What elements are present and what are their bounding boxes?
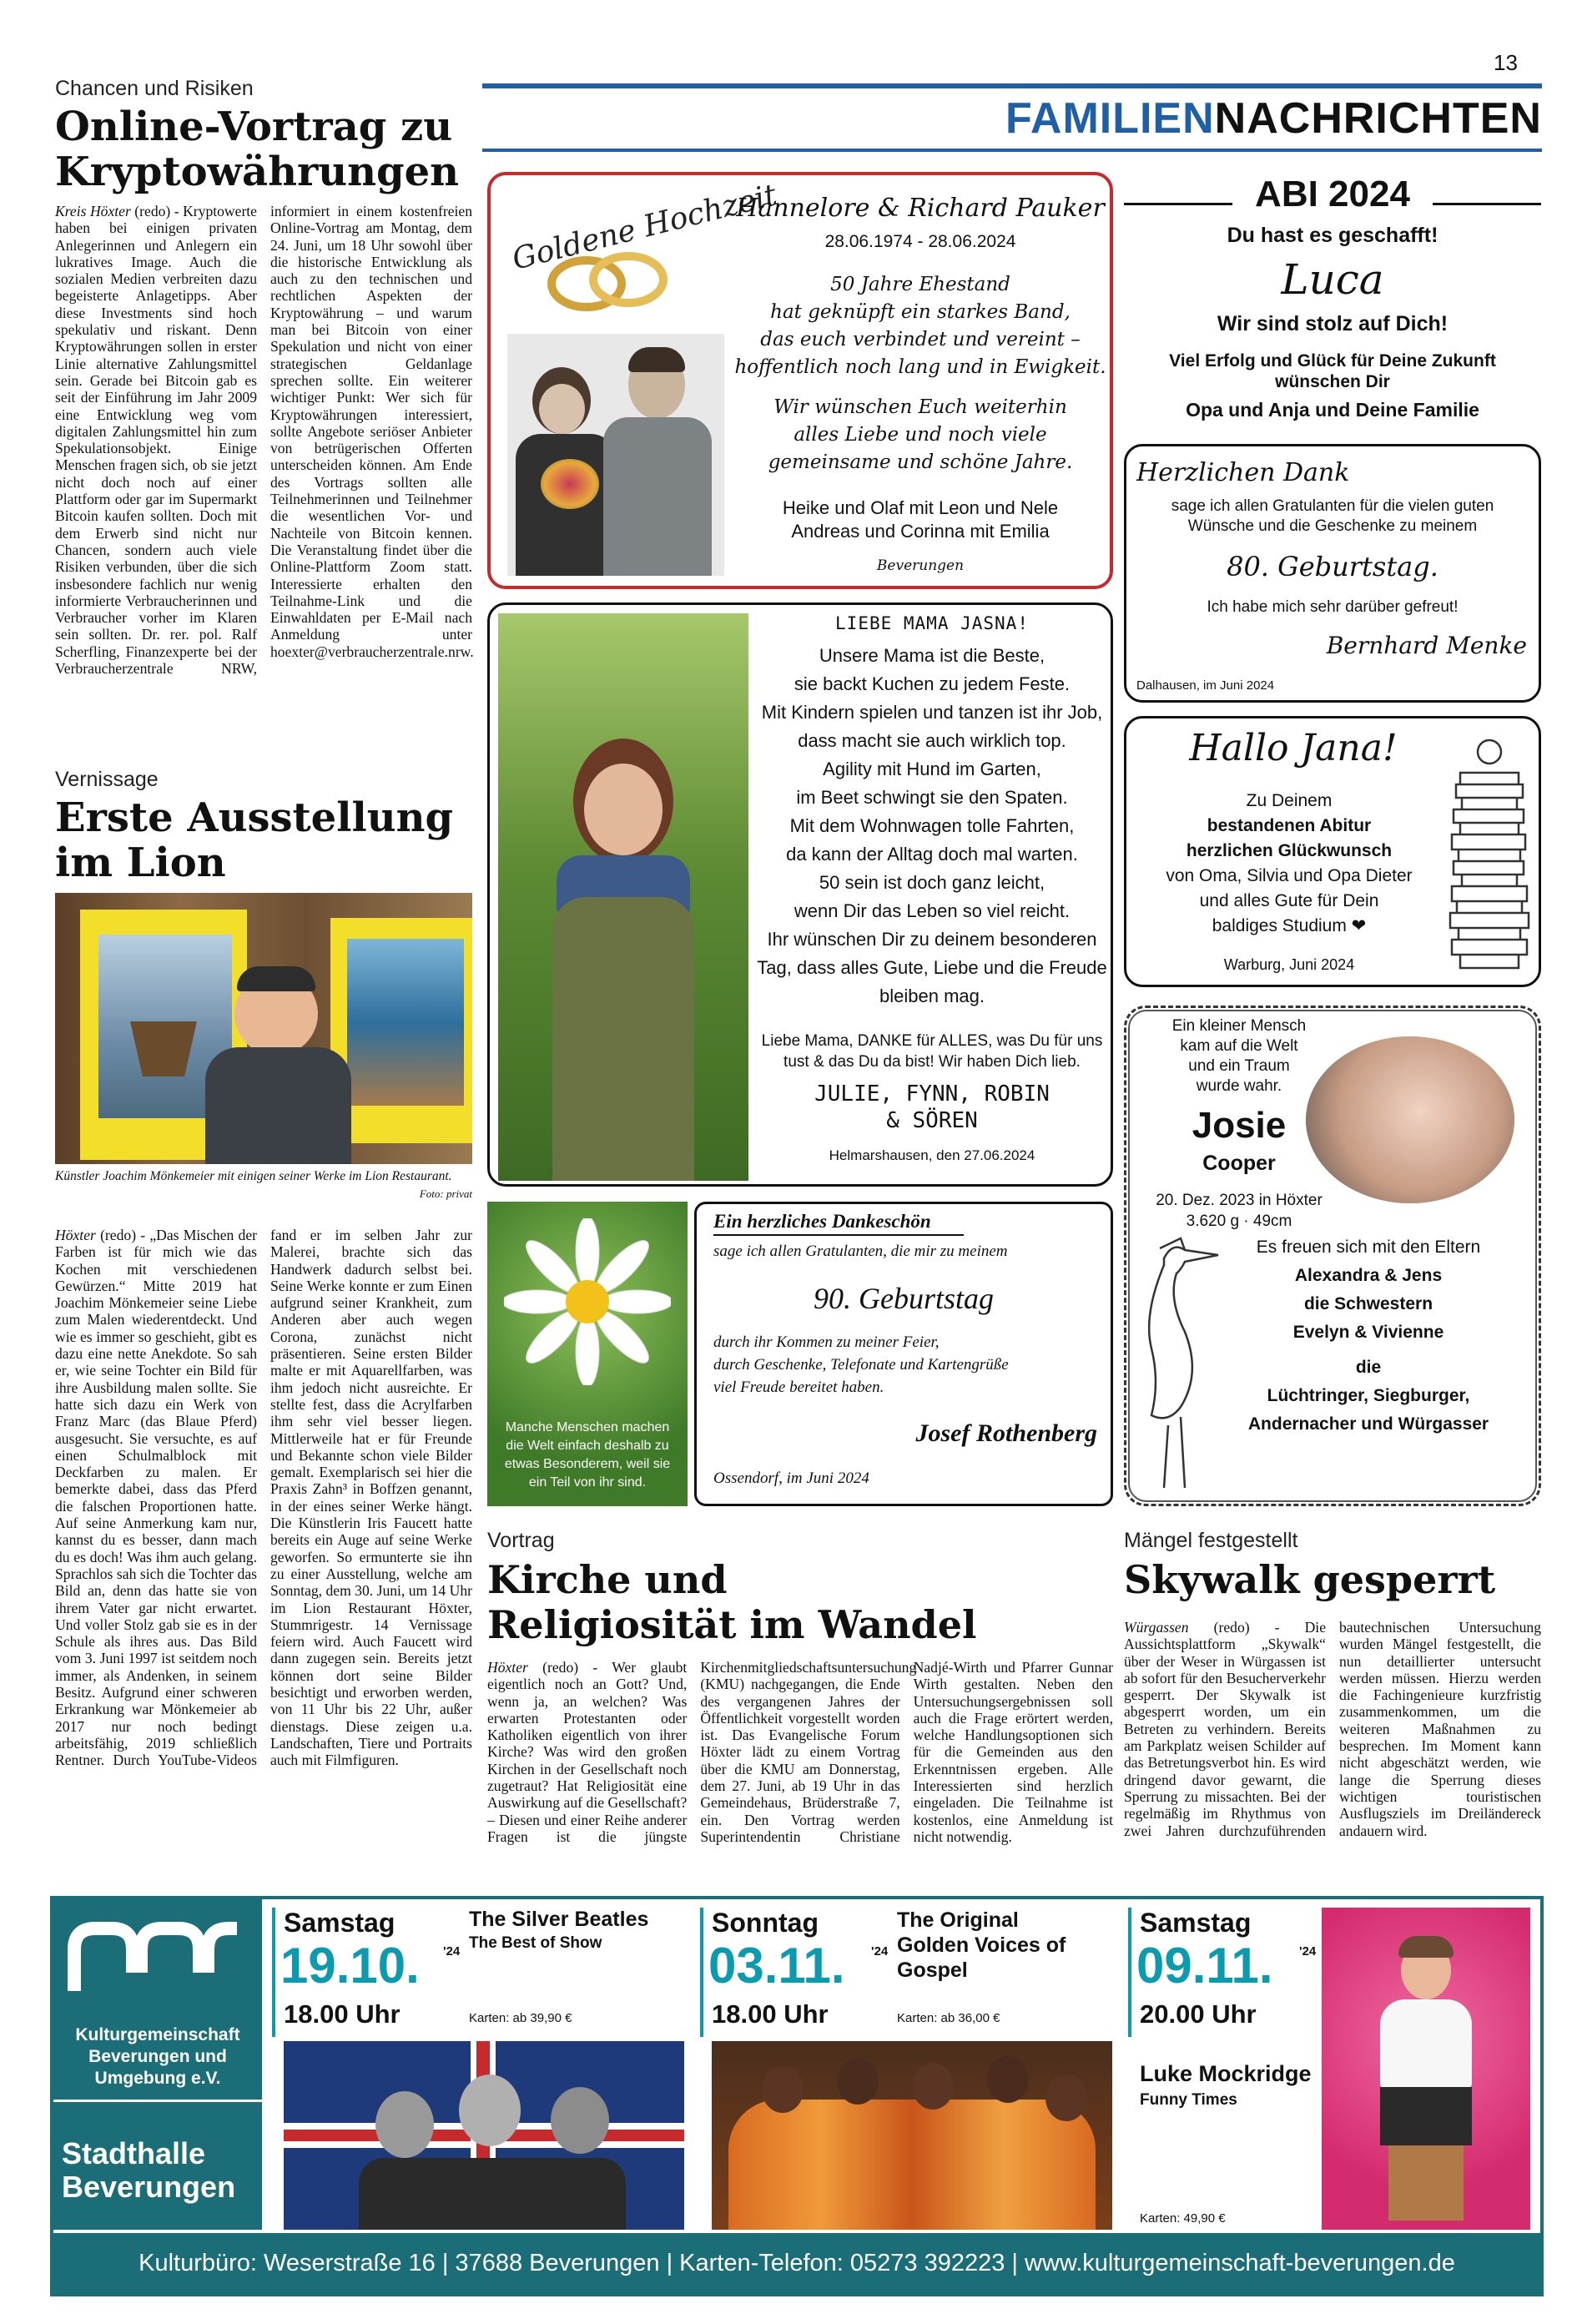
abi-name: Luca: [1281, 255, 1384, 304]
event1-day: Samstag: [284, 1908, 396, 1938]
section-header: [482, 92, 1542, 145]
lion-caption: Künstler Joachim Mönkemeier mit einigen seiner Werke im Lion Restaurant.: [55, 1169, 452, 1183]
thanks-90-occasion: 90. Geburtstag: [814, 1282, 994, 1315]
mama-title: LIEBE MAMA JASNA!: [835, 613, 1029, 633]
thanks-90-signature: Josef Rothenberg: [915, 1419, 1097, 1447]
wedding-from: Heike und Olaf mit Leon und Nele Andreas und Corinna mit Emilia: [782, 497, 1059, 542]
lion-credit: Foto: privat: [419, 1187, 472, 1200]
org-name: Kulturgemeinschaft Beverungen und Umgebung e.V.: [75, 2025, 240, 2088]
mama-photo: [498, 613, 748, 1181]
golden-wedding-badge: Goldene Hochzeit: [508, 178, 781, 277]
golden-wedding-ad: [487, 172, 1113, 589]
krypto-body: [55, 203, 472, 754]
culture-banner: [50, 1896, 1544, 2296]
krypto-title: Online-Vortrag zu Kryptowährungen: [55, 103, 460, 195]
thanks-80-text2: Ich habe mich sehr darüber gefreut!: [1207, 598, 1459, 616]
mama-jasna-ad: [487, 602, 1113, 1187]
book-stack-icon: [1443, 735, 1535, 977]
section-rule-top: [482, 83, 1542, 88]
section-part1: FAMILIEN: [1005, 94, 1215, 143]
birth-intro: Ein kleiner Mensch kam auf die Welt und ein Traum wurde wahr.: [1171, 1017, 1307, 1095]
wedding-place: Beverungen: [876, 557, 965, 574]
thanks-90-lines: durch ihr Kommen zu meiner Feier, durch Geschenke, Telefonate und Kartengrüße viel Freude bereitet haben.: [713, 1333, 1009, 1396]
thanks-80-ad: [1124, 444, 1541, 703]
kirche-lead: Höxter: [487, 1659, 528, 1676]
event2-price: Karten: ab 36,00 €: [897, 2011, 1000, 2025]
thanks-80-text: sage ich allen Gratulanten für die vielen guten Wünsche und die Geschenke zu meinem: [1171, 497, 1494, 535]
banner-footer: Kulturbüro: Weserstraße 16 | 37688 Beverungen | Karten-Telefon: 05273 392223 | www.kulturgemeinschaft-beverungen.de: [53, 2233, 1540, 2293]
skywalk-body: [1124, 1619, 1541, 1884]
wedding-dates: 28.06.1974 - 28.06.2024: [824, 232, 1016, 251]
baby-photo: [1306, 1036, 1514, 1203]
skywalk-title: Skywalk gesperrt: [1124, 1557, 1496, 1602]
event2-time: 18.00 Uhr: [712, 1999, 829, 2029]
org-block: [53, 1899, 262, 2230]
abi-line3: Viel Erfolg und Glück für Deine Zukunft wünschen Dir: [1169, 351, 1496, 391]
event2-day: Sonntag: [712, 1908, 819, 1938]
abi-from: Opa und Anja und Deine Familie: [1186, 399, 1479, 421]
event3-price: Karten: 49,90 €: [1140, 2211, 1226, 2226]
page-number: 13: [1494, 50, 1518, 75]
thanks-80-signature: Bernhard Menke: [1326, 632, 1527, 659]
org-divider: [53, 2100, 262, 2102]
jana-text: Zu Deinem bestandenen Abitur herzlichen Glückwunsch von Oma, Silvia und Opa Dieter und alles Gute für Dein baldiges Studium ❤: [1166, 791, 1413, 935]
event2-year: '24: [871, 1944, 889, 1959]
thanks-90-place: Ossendorf, im Juni 2024: [713, 1470, 869, 1487]
event2-date: 03.11.: [708, 1938, 845, 1994]
event3-year: '24: [1299, 1944, 1317, 1959]
venue-name: Stadthalle Beverungen: [62, 2136, 236, 2204]
silver-beatles-photo: [284, 2041, 684, 2230]
lion-text: (redo) - „Das Mischen der Farben ist für mich wie das Kochen mit verschiedenen Gewürzen.“ Mitte 2019 hat Joachim Mönkemeier seine Liebe zum Malen wiederentdeckt. Und wie es immer so geschieht, gibt es dazu eine nette Anekdote. So sah er, wie seine Tochter ein Bild für ihre Ausbildung malen sollte. Sie hatte sich dazu ein Werk von Franz Marc (das Blaue Pferd) ausgesucht. Sie versuchte, es auf einen Schulmalblock mit Deckfarben zu malen. Er bemerkte dabei, dass das Pferd die falschen Proportionen hatte. Auf seine Anmerkung kam nur, kannst du es besser, dann mach du es doch! Was ihm auch gelang. Sprachlos sah sich die Tochter das Bild an, denn das hatte sie von ihrem Vater gar nicht erwartet. Und voller Stolz gab sie es in der Schule als ihres aus. Das Bild vom 3. Juni 1997 ist seitdem noch immer, als Andenken, in seinem Besitz. Aufgrund einer schweren Erkrankung war Mönkemeier ab 2017 nur noch bedingt arbeitsfähig, 2019 schließlich Rentner. Durch YouTube-Videos fand er im selben Jahr zur Malerei, brachte sich das Handwerk dadurch selbst bei. Seine Werke konnte er zum Einen aufgrund seiner Krankheit, zum Anderen aber auch wegen Corona, zunächst nicht präsentieren. Seine ersten Bilder malte er mit Aquarellfarben, was ihm jedoch nicht ausreichte. Er stellte fest, dass die Acrylfarben ihm sehr viel besser liegen. Mittlerweile hat er für Freunde und Bekannte schon viele Bilder gemalt. Exemplarisch sei hier die Praxis Zahn³ in Boffzen genannt, in der eines seiner Werke hängt. Die Künstlerin Iris Faucett hatte bereits ein Auge auf seine Werke geworfen. So ermunterte sie ihn zu einer Ausstellung, welche am Sonntag, dem 30. Juni, um 14 Uhr im Lion Restaurant Höxter, Stummrigestr. 14 Vernissage feiern wird. Auch Faucett wird dann zugegen sein. Bereits jetzt können dort seine Bilder besichtigt und erworben werden, von 11 Uhr bis 22 Uhr, außer dienstags. Diese zeigen u.a. Landschaften, Tiere und Portraits auch mit Filmfiguren.: [55, 1227, 472, 1769]
wedding-poem-2: Wir wünschen Euch weiterhin alles Liebe und noch viele gemeinsame und schöne Jahre.: [768, 396, 1073, 473]
abi-title: ABI 2024: [1255, 174, 1410, 214]
gospel-photo: [712, 2041, 1112, 2230]
skywalk-text: (redo) - Die Aussichtsplattform „Skywalk“ über der Weser in Würgassen ist ab sofort für den Besucherverkehr gesperrt. Der Skywalk ist abgesperrt worden, um ein Betreten zu verhindern. Bereits am Parkplatz weisen Schilder auf das Betretungsverbot hin. Es wird dringend davor gewarnt, die Sperrung zu missachten. Bei der regelmäßig im Rhythmus von zwei Jahren durchzuführenden bautechnischen Untersuchung wurden Mängel festgestellt, die nun detaillierter untersucht werden müssen. Hierzu werden die Fachingenieure kurzfristig zusammenkommen, um die weiteren Maßnahmen zu besprechen. Im Moment kann nicht abgeschätzt werden, wie lange die Sperrung dieses wichtigen touristischen Ausflugsziels im Dreiländereck andauern wird.: [1124, 1619, 1541, 1839]
event1-time: 18.00 Uhr: [284, 1999, 401, 2029]
skywalk-lead: Würgassen: [1124, 1619, 1189, 1636]
jana-place: Warburg, Juni 2024: [1223, 956, 1355, 973]
event3-title: Luke Mockridge: [1140, 2061, 1312, 2086]
mama-thanks: Liebe Mama, DANKE für ALLES, was Du für uns tust & das Du da bist! Wir haben Dich lieb.: [761, 1032, 1103, 1071]
kirche-text: (redo) - Wer glaubt eigentlich noch an Gott? Und, wenn ja, an welchen? Was erwarten Protestanten oder Katholiken eigentlich von ihrer Kirche? Was wird den großen Kirchen in der Gesellschaft noch zugetraut? Hat Religiosität eine Auswirkung auf die Gesellschaft? – Diesen und einer Reihe anderer Fragen ist die jüngste Kirchenmitgliedschaftsuntersuchung (KMU) nachgegangen, die Ende des vergangenen Jahres der Öffentlichkeit vorgestellt worden ist. Das Evangelische Forum Höxter lädt zu einem Vortrag über die KMU am Donnerstag, dem 27. Juni, ab 19 Uhr in das Gemeindehaus, Brüderstraße 7, ein. Den Vortrag werden Superintendentin Christiane Nadjé-Wirth und Pfarrer Gunnar Wirth gestalten. Neben den Untersuchungsergebnissen soll auch die Frage erörtert werden, welche Handlungsoptionen sich für die Gemeinden aus den Erkenntnissen ergeben. Alle Interessierten sind herzlich eingeladen. Die Teilnahme ist kostenlos, eine Anmeldung ist nicht notwendig.: [487, 1659, 1113, 1845]
kirche-body: [487, 1659, 1113, 1884]
daisy-text: Manche Menschen machen die Welt einfach deshalb zu etwas Besonderem, weil sie ein Teil von ihr sind.: [504, 1420, 671, 1490]
krypto-text: (redo) - Kryptowerte haben bei einigen privaten Anlegerinnen und Anlegern ein lukratives Image. Auch die sozialen Medien verbreiten dazu begeisterte Anlagetipps. Aber diese Investments sind hoch spekulativ und riskant. Denn Kryptowährungen sollen in erster Linie alternative Zahlungsmittel sein. Gerade bei Bitcoin gab es seit der Einführung im Jahr 2009 eine Entwicklung weg vom digitalen Zahlungsmittel hin zum Spekulationsobjekt. Einige Menschen fragen sich, ob sie jetzt nicht doch noch auf einer Plattform oder gar im Supermarkt Bitcoin kaufen sollten. Doch mit dem Erwerb sind nicht nur Chancen, sondern auch viele Risiken verbunden, über die sich insbesondere fachlich nur wenig informierte Verbraucherinnen und Verbraucher vorher im Klaren sein sollten. Dr. rer. pol. Ralf Scherfling, Finanzexperte bei der Verbraucherzentrale NRW, informiert in einem kostenfreien Online-Vortrag am Montag, dem 24. Juni, um 18 Uhr sowohl über die historische Entwicklung als auch zu den technischen und rechtlichen Aspekten der Kryptowährung – und warum man bei Bitcoin von einer Spekulation und nicht von einer strategischen Geldanlage sprechen sollte. Ein weiterer wichtiger Punkt: Wer sich für Kryptowährungen interessiert, sollte Angebote seriöser Anbieter von betrügerischen Offerten unterscheiden können. Am Ende des Vortrags sollten alle Teilnehmerinnen und Teilnehmer die wesentlichen Vor- und Nachteile von Bitcoin kennen. Die Veranstaltung findet über die Online-Plattform Zoom statt. Interessierte erhalten den Teilnahme-Link und die Einwahldaten per E-Mail nach Anmeldung unter hoexter@verbraucherzentrale.nrw.: [55, 203, 474, 678]
lion-body: [55, 1227, 472, 1882]
thanks-90-line1: sage ich allen Gratulanten, die mir zu meinem: [713, 1243, 1008, 1260]
abi-rule-right: [1433, 203, 1541, 205]
thanks-90-ad: [694, 1202, 1113, 1506]
luke-mockridge-photo: [1322, 1908, 1530, 2230]
jana-ad: [1124, 716, 1541, 987]
event1-bar: [272, 1908, 275, 2037]
section-part2: NACHRICHTEN: [1214, 94, 1542, 143]
section-rule-bottom: [482, 149, 1542, 152]
wedding-names: Hannelore & Richard Pauker: [736, 194, 1105, 223]
abi-rule-left: [1124, 203, 1232, 205]
lion-lead: Höxter: [55, 1227, 96, 1243]
wedding-rings-icon: [541, 242, 674, 317]
event1-subtitle: The Best of Show: [469, 1934, 602, 1952]
event3-bar: [1128, 1908, 1131, 2037]
thanks-80-title: Herzlichen Dank: [1136, 458, 1350, 487]
abi-line2: Wir sind stolz auf Dich!: [1217, 312, 1449, 335]
krypto-kicker: Chancen und Risiken: [55, 77, 254, 100]
thanks-90-underline: [713, 1234, 964, 1236]
thanks-80-place: Dalhausen, im Juni 2024: [1136, 678, 1275, 693]
baby-details: 20. Dez. 2023 in Höxter 3.620 g · 49cm: [1156, 1192, 1323, 1230]
baby-surname: Cooper: [1202, 1152, 1276, 1175]
thanks-80-occasion: 80. Geburtstag.: [1227, 551, 1438, 582]
mama-names: JULIE, FYNN, ROBIN & SÖREN: [814, 1081, 1050, 1133]
event-card-3[interactable]: [1128, 1908, 1537, 2230]
event1-title: The Silver Beatles: [469, 1908, 649, 1931]
daisy-flower-icon: [504, 1218, 671, 1385]
krypto-lead: Kreis Höxter: [55, 203, 131, 219]
event3-time: 20.00 Uhr: [1140, 1999, 1257, 2029]
event2-title: The Original Golden Voices of Gospel: [897, 1908, 1066, 1982]
birth-family: Es freuen sich mit den Eltern Alexandra & Jens die Schwestern Evelyn & Vivienne die Lüchtringer, Siegburger, Andernacher und Würgasser: [1247, 1238, 1489, 1434]
couple-photo: [507, 334, 724, 576]
event1-price: Karten: ab 39,90 €: [469, 2011, 572, 2025]
event3-date: 09.11.: [1136, 1938, 1273, 1994]
thanks-90-title: Ein herzliches Dankeschön: [713, 1211, 931, 1232]
event-card-2[interactable]: [700, 1908, 1117, 2230]
kirche-kicker: Vortrag: [487, 1529, 555, 1552]
baby-name: Josie: [1192, 1105, 1287, 1146]
wedding-poem-1: 50 Jahre Ehestand hat geknüpft ein starkes Band, das euch verbindet und vereint – hoffentlich noch lang und in Ewigkeit.: [734, 274, 1106, 378]
jana-title: Hallo Jana!: [1189, 727, 1398, 769]
kirche-title: Kirche und Religiosität im Wandel: [487, 1557, 977, 1647]
event1-year: '24: [443, 1944, 461, 1959]
lion-kicker: Vernissage: [55, 768, 159, 791]
kulturgemeinschaft-logo-icon: [66, 1916, 249, 1999]
event3-day: Samstag: [1140, 1908, 1252, 1938]
event2-bar: [700, 1908, 703, 2037]
abi-ad: [1124, 172, 1541, 431]
mama-place: Helmarshausen, den 27.06.2024: [829, 1147, 1035, 1163]
event1-date: 19.10.: [280, 1938, 420, 1994]
daisy-ad: [487, 1202, 688, 1506]
skywalk-kicker: Mängel festgestellt: [1124, 1529, 1298, 1552]
artist-photo: [55, 893, 472, 1164]
abi-line1: Du hast es geschafft!: [1227, 224, 1438, 247]
event-card-1[interactable]: [272, 1908, 689, 2230]
event3-subtitle: Funny Times: [1140, 2091, 1237, 2109]
birth-ad: [1124, 1006, 1541, 1506]
lion-title: Erste Ausstellung im Lion: [55, 794, 454, 886]
mama-poem: Unsere Mama ist die Beste, sie backt Kuchen zu jedem Feste. Mit Kindern spielen und tanzen ist ihr Job, dass macht sie auch wirklich top. Agility mit Hund im Garten, im Beet schwingt sie den Spaten. Mit dem Wohnwagen tolle Fahrten, da kann der Alltag doch mal warten. 50 sein ist doch ganz leicht, wenn Dir das Leben so viel reicht. Ihr wünschen Dir zu deinem besonderen Tag, dass alles Gute, Liebe und die Freude bleiben mag.: [757, 645, 1107, 1006]
